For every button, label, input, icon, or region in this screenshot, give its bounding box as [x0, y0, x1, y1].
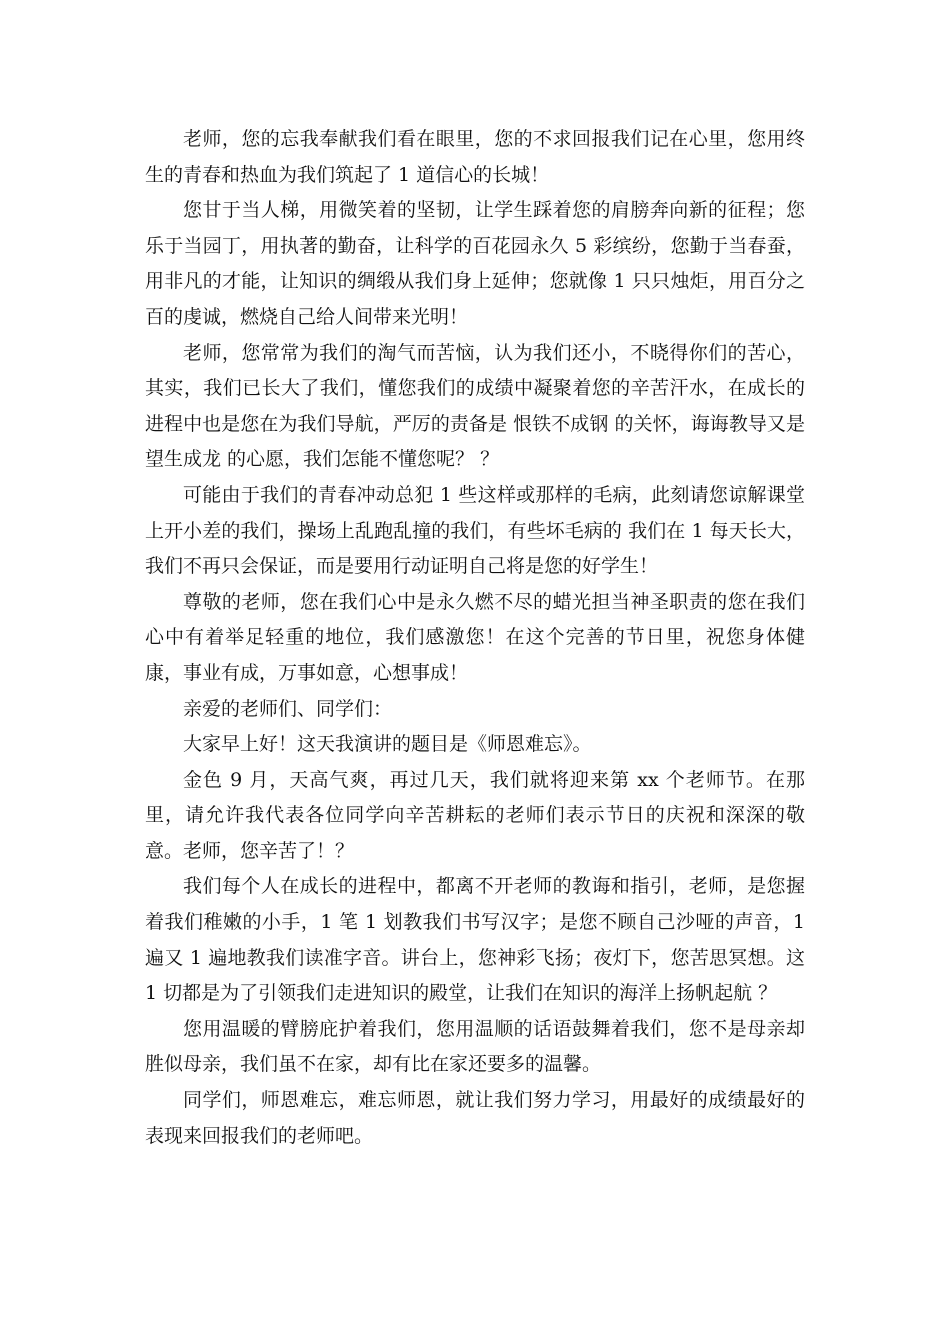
salutation: 亲爱的老师们、同学们： — [183, 697, 393, 720]
paragraph-8: 金色 9 月，天高气爽，再过几天，我们就将迎来第 xx 个老师节。在那里，请允许我代表各位同学向辛苦耕耘的老师们表示节日的庆祝和深深的敬意。老师，您辛苦了！？ — [145, 768, 805, 862]
paragraph-3: 老师，您常常为我们的淘气而苦恼，认为我们还小，不晓得你们的苦心，其实，我们已长大了我们，懂您我们的成绩中凝聚着您的辛苦汗水，在成长的进程中也是您在为我们导航，严厉的责备是 恨铁不成钢 的关怀，诲诲教导又是望生成龙 的心愿，我们怎能不懂您呢？ ？ — [145, 341, 805, 471]
document-body — [145, 122, 805, 1154]
paragraph-9: 我们每个人在成长的进程中，都离不开老师的教诲和指引，老师，是您握着我们稚嫩的小手，1 笔 1 划教我们书写汉字；是您不顾自己沙哑的声音，1 遍又 1 遍地教我们读准字音。讲台上，您神彩飞扬；夜灯下，您苦思冥想。这 1 切都是为了引领我们走进知识的殿堂，让我们在知识的海洋上扬帆起航 ？ — [145, 875, 805, 1005]
paragraph-5: 尊敬的老师，您在我们心中是永久燃不尽的蜡光担当神圣职责的您在我们心中有着举足轻重的地位，我们感激您！在这个完善的节日里，祝您身体健康，事业有成，万事如意，心想事成！ — [145, 590, 805, 684]
paragraph-1: 老师，您的忘我奉献我们看在眼里，您的不求回报我们记在心里，您用终生的青春和热血为我们筑起了 1 道信心的长城！ — [145, 128, 805, 186]
paragraph-10: 您用温暖的臂膀庇护着我们，您用温顺的话语鼓舞着我们，您不是母亲却胜似母亲，我们虽不在家，却有比在家还要多的温馨。 — [145, 1017, 805, 1076]
greeting: 大家早上好！这天我演讲的题目是《师恩难忘》。 — [183, 733, 592, 756]
paragraph-2: 您甘于当人梯，用微笑着的坚韧，让学生踩着您的肩膀奔向新的征程；您乐于当园丁，用执著的勤奋，让科学的百花园永久 5 彩缤纷，您勤于当春蚕，用非凡的才能，让知识的绸缎从我们身上延伸；您就像 1 只只烛炬，用百分之百的虔诚，燃烧自己给人间带来光明！ — [145, 199, 805, 328]
paragraph-4: 可能由于我们的青春冲动总犯 1 些这样或那样的毛病，此刻请您谅解课堂上开小差的我们，操场上乱跑乱撞的我们，有些坏毛病的 我们在 1 每天长大，我们不再只会保证，而是要用行动证明自己将是您的好学生！ — [145, 483, 805, 578]
closing-paragraph: 同学们，师恩难忘，难忘师恩，就让我们努力学习，用最好的成绩最好的表现来回报我们的老师吧。 — [145, 1089, 805, 1147]
